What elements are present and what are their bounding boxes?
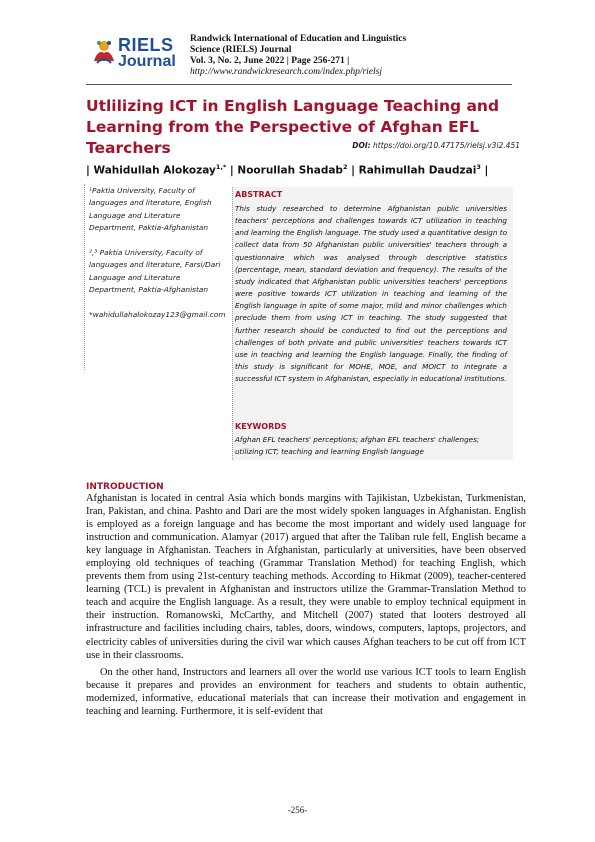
article-title: Utlilizing ICT in English Language Teaching and Learning from the Perspective of Afghan EFL Tearchers (86, 97, 500, 157)
logo-text-main: RIELS (118, 35, 174, 55)
paragraph-1: Afghanistan is located in central Asia which bonds margins with Tajikistan, Uzbekistan, Turkmenistan, Iran, Pakistan, and china. Pashto and Dari are the most widely spoken languages in Afghanistan. English is employed as a foreign language and has become the most important and widely used language for instruction and communication. Alamyar (2017) argued that after the Taliban rule fell, English became a key language in Afghanistan. Teachers in Afghanistan, particularly at universities, have been observed employing old techniques of teaching (Grammar Translation Method) for teaching English, which prevents them from using 21st-century teaching methods. According to Hikmat (2009), teacher-centered learning (TCL) is prevalent in Afghanistan and instructors utilize the Grammar-Translation Method to teach and acquire the English language. As a result, they were unable to employ technical equipment in their instruction. Romanowski, McCarthy, and Mitchell (2007) stated that looters destroyed all infrastructure and facilities including chairs, tables, doors, windows, computers, laptops, projectors, and electricity cables of universities during the civil war which causes Afghan teachers to be cut off from ICT use in their classrooms. (86, 493, 526, 661)
author-2: Noorullah Shadab (237, 164, 343, 177)
abstract-heading: ABSTRACT (235, 190, 283, 199)
paragraph-2: On the other hand, Instructors and learners all over the world use various ICT tools to learn English because it prepares and provides an environment for teachers and students to obtain authentic, modernized, informative, educational materials that can increase their motivation and engagement in teaching and learning. Furthermore, it is self-evident that (86, 666, 526, 717)
author-1: Wahidullah Alokozay (93, 164, 216, 177)
author-1-sup: 1,* (215, 163, 227, 171)
volume-line: Vol. 3, No. 2, June 2022 | Page 256-271 | (190, 56, 350, 66)
doi-link[interactable]: https://doi.org/10.47175/rielsj.v3i2.451 (373, 141, 520, 150)
author-separator: | (351, 164, 355, 177)
doi-line (352, 141, 520, 150)
abstract-text: This study researched to determine Afghanistan public universities teachers' perceptions and challenges towards ICT utilization in teaching and learning the English language. The study used a quantitative design to collect data from 50 Afghanistan public universities' teachers through a questionnaire which was analysed through descriptive statistics (percentage, mean, standard deviation and frequency). The results of the study indicated that Afghanistan public universities teachers' perceptions were positive towards ICT utilization in teaching and learning of the English language in spite of some major, mild and minor challenges which preclude them from using ICT in teaching. The study suggested that further research should be conducted to find out the perceptions and challenges of both private and public universities' teachers towards ICT use in teaching and learning the English language. Finally, the finding of this study is significant for MOHE, MOE, and MOICT to integrate a successful ICT system in Afghanistan, especially in educational institutions. (235, 204, 507, 384)
affiliations (89, 185, 229, 335)
doi-label: DOI: (352, 141, 371, 150)
author-separator: | (484, 164, 489, 177)
author-3: Rahimullah Daudzai (358, 164, 477, 177)
affiliation-2: ²,³ Paktia University, Faculty of languages and literature, Farsi/Dari Language and Literature Department, Paktia-Afghanistan (89, 248, 221, 295)
keywords-text: Afghan EFL teachers' perceptions; afghan EFL teachers' challenges; utilizing ICT; teaching and learning English language (235, 435, 480, 457)
journal-header (190, 34, 520, 78)
journal-name-line-1: Randwick International of Education and Linguistics (190, 34, 407, 44)
logo-text-sub: Journal (118, 53, 176, 70)
journal-logo (90, 33, 182, 73)
journal-url[interactable]: http://www.randwickresearch.com/index.php/rielsj (190, 67, 382, 77)
affiliation-1: ¹Paktia University, Faculty of languages and literature, English Language and Literature Department, Paktia-Afghanistan (89, 186, 212, 232)
section-heading-introduction: INTRODUCTION (86, 482, 164, 492)
journal-name-line-2: Science (RIELS) Journal (190, 45, 292, 55)
page-number: -256- (287, 805, 308, 815)
corresponding-email[interactable]: *wahidullahalokozay123@gmail.com (89, 310, 226, 320)
logo-mark-icon (90, 37, 118, 67)
header-rule (86, 84, 512, 85)
keywords-heading: KEYWORDS (235, 422, 287, 431)
author-2-sup: 2 (342, 163, 348, 171)
body-text (86, 492, 526, 718)
author-separator: | (86, 164, 90, 177)
author-separator: | (229, 164, 234, 177)
affiliation-border (84, 184, 85, 370)
author-list (86, 163, 488, 177)
author-3-sup: 3 (476, 163, 481, 171)
